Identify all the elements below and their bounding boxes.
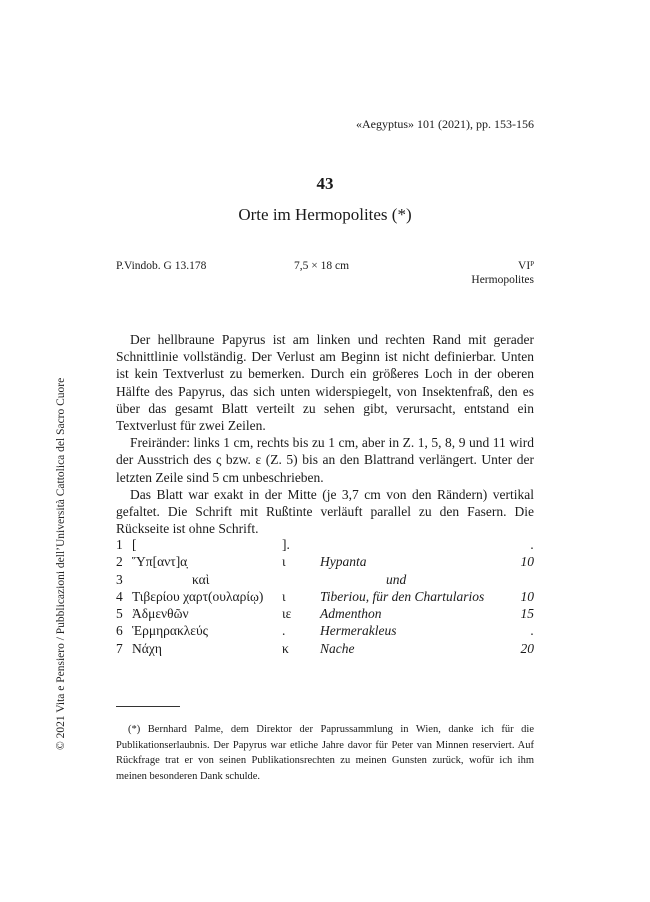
greek-numeral: ι xyxy=(282,554,286,570)
edition-row xyxy=(116,554,534,571)
article-title: Orte im Hermopolites (*) xyxy=(238,205,412,224)
greek-text: [ xyxy=(132,537,137,552)
journal-reference: «Aegyptus» 101 (2021), pp. 153-156 xyxy=(356,117,534,131)
translation: Hypanta xyxy=(320,554,367,570)
greek-numeral: . xyxy=(282,623,286,639)
edition-row xyxy=(116,623,534,640)
translation xyxy=(320,537,500,554)
greek-text: Ἑρμηρακλεύς xyxy=(132,623,208,639)
edition-row xyxy=(116,589,534,606)
greek-numeral: ]. xyxy=(282,537,290,552)
footnote: (*) Bernhard Palme, dem Direktor der Paprussammlung in Wien, danke ich für die Publikationserlaubnis. Der Papyrus war etliche Jahre davor für Peter van Minnen reserviert. Auf Rückfrage trat er von seinen Publikationsrechten zu meinen Gunsten zurück, wofür ich ihm meinen besonderen Dank schulde. xyxy=(116,724,534,782)
translation-cell xyxy=(320,572,500,589)
numeric-value: 15 xyxy=(520,606,534,622)
line-number: 2 xyxy=(116,554,123,570)
line-number: 6 xyxy=(116,623,123,639)
translation: und xyxy=(386,571,407,587)
translation: Admenthon xyxy=(320,606,382,622)
paragraph: Der hellbraune Papyrus ist am linken und rechten Rand mit gerader Schnittlinie vollständig. Der Verlust am Beginn ist nicht definierbar. Unten ist kein Textverlust zu bemerken. Durch ein größeres Loch in der oberen Hälfte des Papyrus, das sich unten widerspiegelt, von Insektenfraß, den es über das gesamt Blatt verteilt zu sehen gibt, verursacht, entstand ein Textverlust für zwei Zeilen. xyxy=(116,332,534,434)
line-number: 5 xyxy=(116,606,123,622)
greek-numeral: ιε xyxy=(282,606,292,622)
numeric-value: 10 xyxy=(520,554,534,570)
papyrus-provenance: Hermopolites xyxy=(471,274,534,286)
greek-text-cell xyxy=(132,572,282,589)
line-number: 1 xyxy=(116,537,123,552)
greek-text: καὶ xyxy=(192,571,210,587)
numeric-value: 20 xyxy=(520,640,534,656)
footnote-divider xyxy=(116,706,180,707)
translation: Hermerakleus xyxy=(320,623,397,639)
greek-text: Ὕπ[αντ]α̣ xyxy=(132,554,188,570)
edition-row xyxy=(116,641,534,658)
greek-text: Τιβερίου χαρτ(ουλαρίῳ) xyxy=(132,588,264,604)
edition-row xyxy=(116,606,534,623)
numeric-value: . xyxy=(530,537,534,552)
numeric-value: . xyxy=(530,623,534,639)
edition-row xyxy=(116,572,534,589)
greek-numeral: κ xyxy=(282,640,289,656)
line-number: 7 xyxy=(116,640,123,656)
inventory-number: P.Vindob. G 13.178 xyxy=(116,260,207,272)
line-number: 4 xyxy=(116,588,123,604)
edition-row xyxy=(116,537,534,554)
greek-text: Ἀδμενθῶν xyxy=(132,606,189,622)
edition-table xyxy=(116,537,534,658)
greek-text: Νάχη xyxy=(132,640,162,656)
greek-numeral xyxy=(282,572,320,589)
description-text xyxy=(116,331,534,537)
line-number: 3 xyxy=(116,571,123,587)
translation: Nache xyxy=(320,640,355,656)
numeric-value xyxy=(500,572,534,589)
copyright-notice: © 2021 Vita e Pensiero / Pubblicazioni dell’Università Cattolica del Sacro Cuore xyxy=(55,377,67,750)
translation: Tiberiou, für den Chartularios xyxy=(320,588,485,604)
paragraph: Das Blatt war exakt in der Mitte (je 3,7 cm von den Rändern) vertikal gefaltet. Die Schrift mit Rußtinte verläuft parallel zu den Fasern. Die Rückseite ist ohne Schrift. xyxy=(116,486,534,537)
paragraph: Freiränder: links 1 cm, rechts bis zu 1 cm, aber in Z. 1, 5, 8, 9 und 11 wird der Ausstrich des ς bzw. ε (Z. 5) bis an den Blattrand verlängert. Unter der letzten Zeile sind 5 cm unbeschrieben. xyxy=(116,435,534,485)
article-number: 43 xyxy=(316,174,334,193)
numeric-value: 10 xyxy=(520,588,534,604)
papyrus-size: 7,5 × 18 cm xyxy=(294,260,350,272)
greek-numeral: ι xyxy=(282,588,286,604)
papyrus-date: VIᴾ xyxy=(518,260,534,272)
